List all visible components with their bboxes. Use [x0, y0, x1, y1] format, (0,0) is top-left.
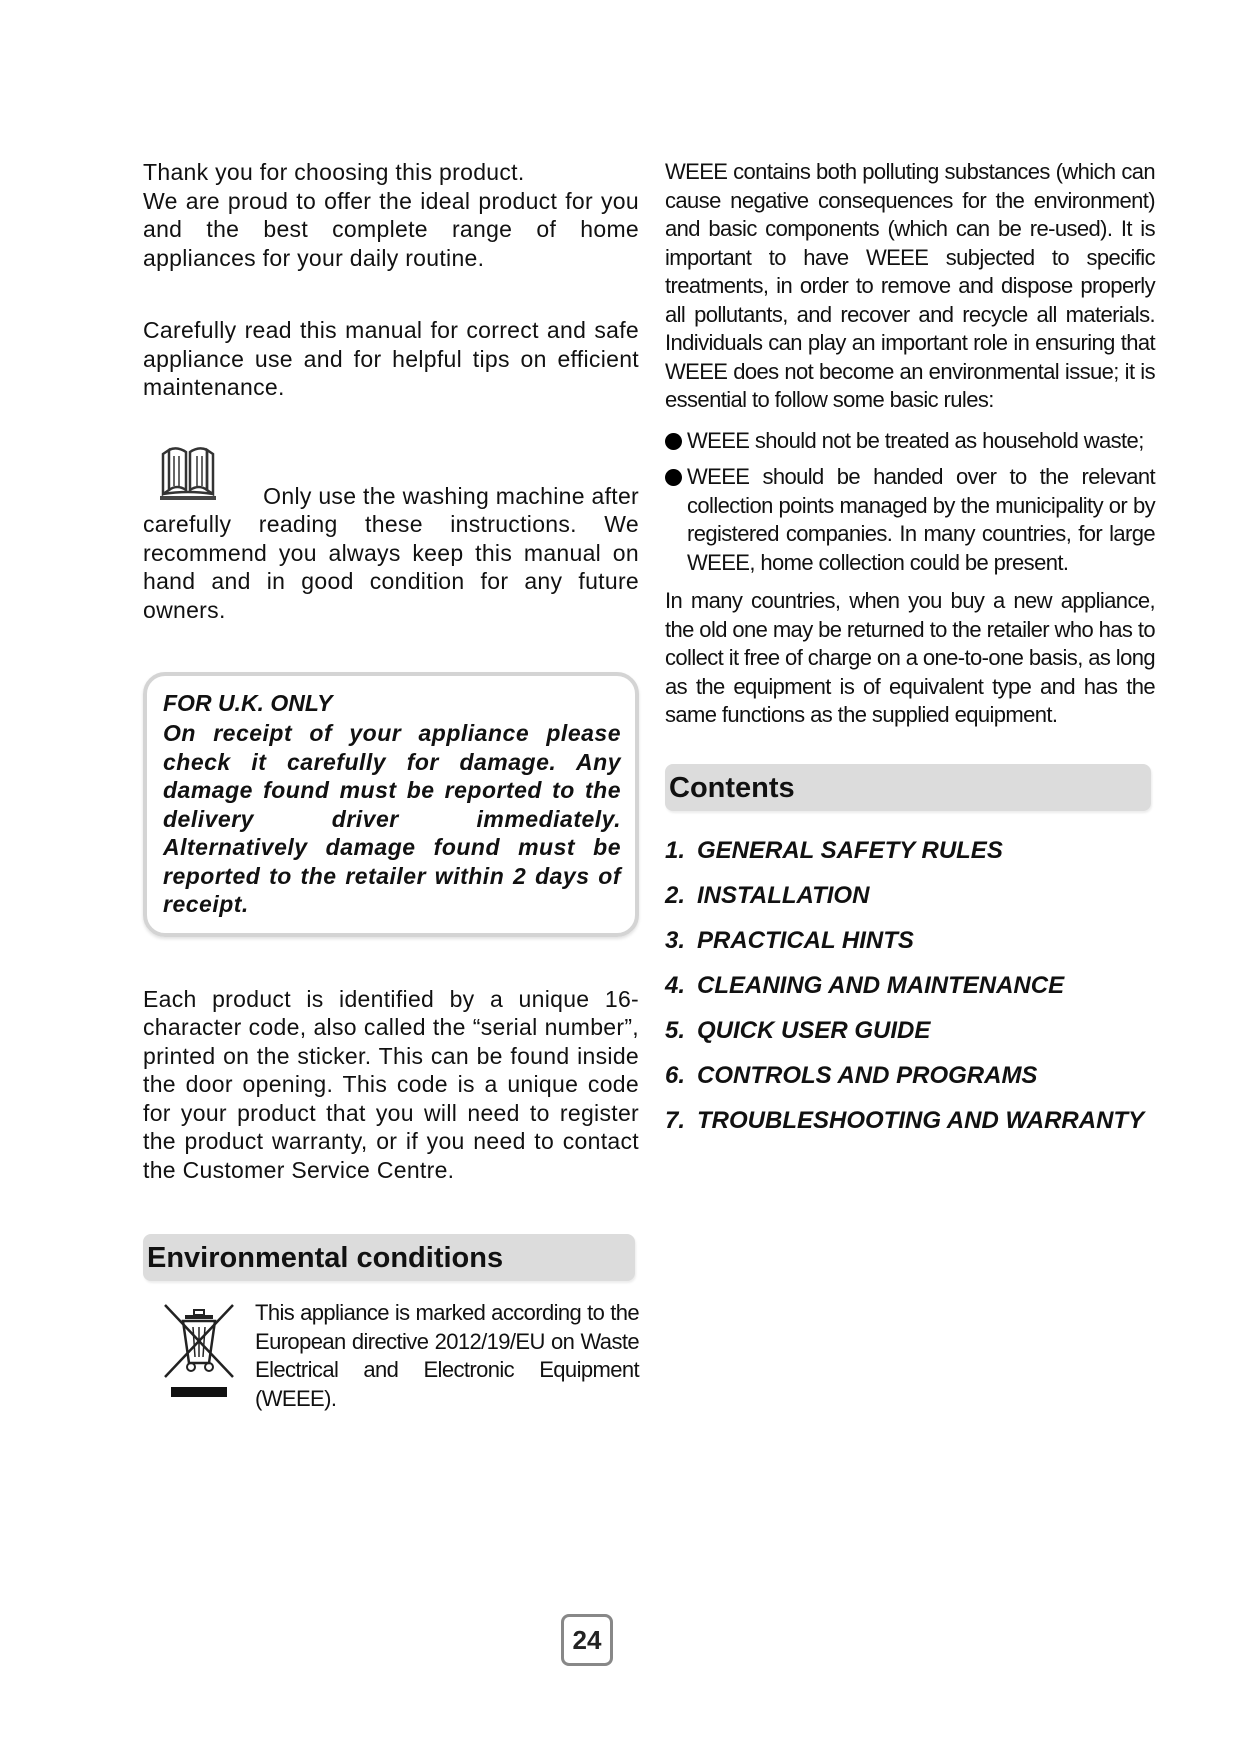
- list-item: [665, 463, 1155, 577]
- environmental-conditions-heading: Environmental conditions: [143, 1234, 635, 1281]
- toc-item-practical-hints[interactable]: [665, 919, 1155, 964]
- bullet-icon: [665, 469, 682, 486]
- toc-number: 5.: [665, 1017, 686, 1044]
- toc-number: 1.: [665, 837, 686, 864]
- serial-number-paragraph: Each product is identified by a unique 16-character code, also called the “serial number”, printed on the sticker. This can be found inside the door opening. This code is a unique code for your product that you will need to register the product warranty, or if you need to contact the Customer Service Centre.: [143, 985, 639, 1183]
- toc-item-installation[interactable]: [665, 874, 1155, 919]
- toc-label: CONTROLS AND PROGRAMS: [697, 1062, 1038, 1089]
- toc-item-controls-and-programs[interactable]: [665, 1054, 1155, 1099]
- bullet-icon: [665, 433, 682, 450]
- open-book-icon: [157, 446, 219, 502]
- toc-number: 2.: [665, 882, 686, 909]
- toc-label: TROUBLESHOOTING AND WARRANTY: [697, 1107, 1145, 1134]
- weee-rules-list: [665, 427, 1155, 578]
- weee-intro-paragraph: WEEE contains both polluting substances (which can cause negative consequences for the environment) and basic components (which can be re-used). It is important to have WEEE subjected to specific treatments, in order to remove and dispose properly all pollutants, and recover and recycle all materials. Individuals can play an important role in ensuring that WEEE does not become an environmental issue; it is essential to follow some basic rules:: [665, 159, 1155, 412]
- manual-rest: carefully reading these instructions. We recommend you always keep this manual on hand and in good condition for any future owners.: [143, 511, 639, 623]
- uk-only-title: FOR U.K. ONLY: [163, 690, 333, 716]
- toc-label: INSTALLATION: [697, 882, 870, 909]
- toc-number: 7.: [665, 1107, 686, 1134]
- toc-item-troubleshooting-and-warranty[interactable]: [665, 1099, 1155, 1144]
- list-item: [665, 427, 1155, 456]
- table-of-contents: [665, 829, 1155, 1144]
- toc-item-general-safety-rules[interactable]: [665, 829, 1155, 874]
- manual-first-line: Only use the washing machine after: [263, 482, 639, 509]
- weee-rule-text: WEEE should not be treated as household waste;: [687, 427, 1144, 453]
- weee-directive-text: This appliance is marked according to the European directive 2012/19/EU on Waste Electrical and Electronic Equipment (WEEE).: [255, 1300, 639, 1411]
- toc-item-quick-user-guide[interactable]: [665, 1009, 1155, 1054]
- old-appliance-return-paragraph: In many countries, when you buy a new appliance, the old one may be returned to the retailer who has to collect it free of charge on a one-to-one basis, as long as the equipment is of equivalent type and has the same functions as the supplied equipment.: [665, 588, 1155, 727]
- toc-number: 3.: [665, 927, 686, 954]
- uk-only-text: On receipt of your appliance please check it carefully for damage. Any damage found must be reported to the delivery driver immediately. Alternatively damage found must be reported to the retailer within 2 days of receipt.: [163, 720, 621, 917]
- toc-number: 6.: [665, 1062, 686, 1089]
- toc-item-cleaning-and-maintenance[interactable]: [665, 964, 1155, 1009]
- toc-label: QUICK USER GUIDE: [697, 1017, 931, 1044]
- toc-label: CLEANING AND MAINTENANCE: [697, 972, 1065, 999]
- toc-number: 4.: [665, 972, 686, 999]
- weee-mark-row: [143, 1299, 639, 1409]
- weee-rule-text: WEEE should be handed over to the relevant collection points managed by the municipality or by registered companies. In many countries, for large WEEE, home collection could be present.: [687, 464, 1155, 575]
- toc-label: GENERAL SAFETY RULES: [697, 837, 1003, 864]
- crossed-out-bin-icon: [163, 1301, 235, 1401]
- uk-only-box: [143, 672, 639, 937]
- right-column: [665, 158, 1155, 1144]
- manual-notice: [143, 452, 639, 625]
- read-manual-paragraph: Carefully read this manual for correct and safe appliance use and for helpful tips on efficient maintenance.: [143, 317, 639, 400]
- contents-heading: Contents: [665, 764, 1151, 811]
- page-number: 24: [561, 1614, 613, 1666]
- left-column: [143, 158, 639, 1409]
- intro-proud: We are proud to offer the ideal product for you and the best complete range of home appliances for your daily routine.: [143, 187, 639, 271]
- toc-label: PRACTICAL HINTS: [697, 927, 914, 954]
- intro-thanks: Thank you for choosing this product.: [143, 159, 525, 185]
